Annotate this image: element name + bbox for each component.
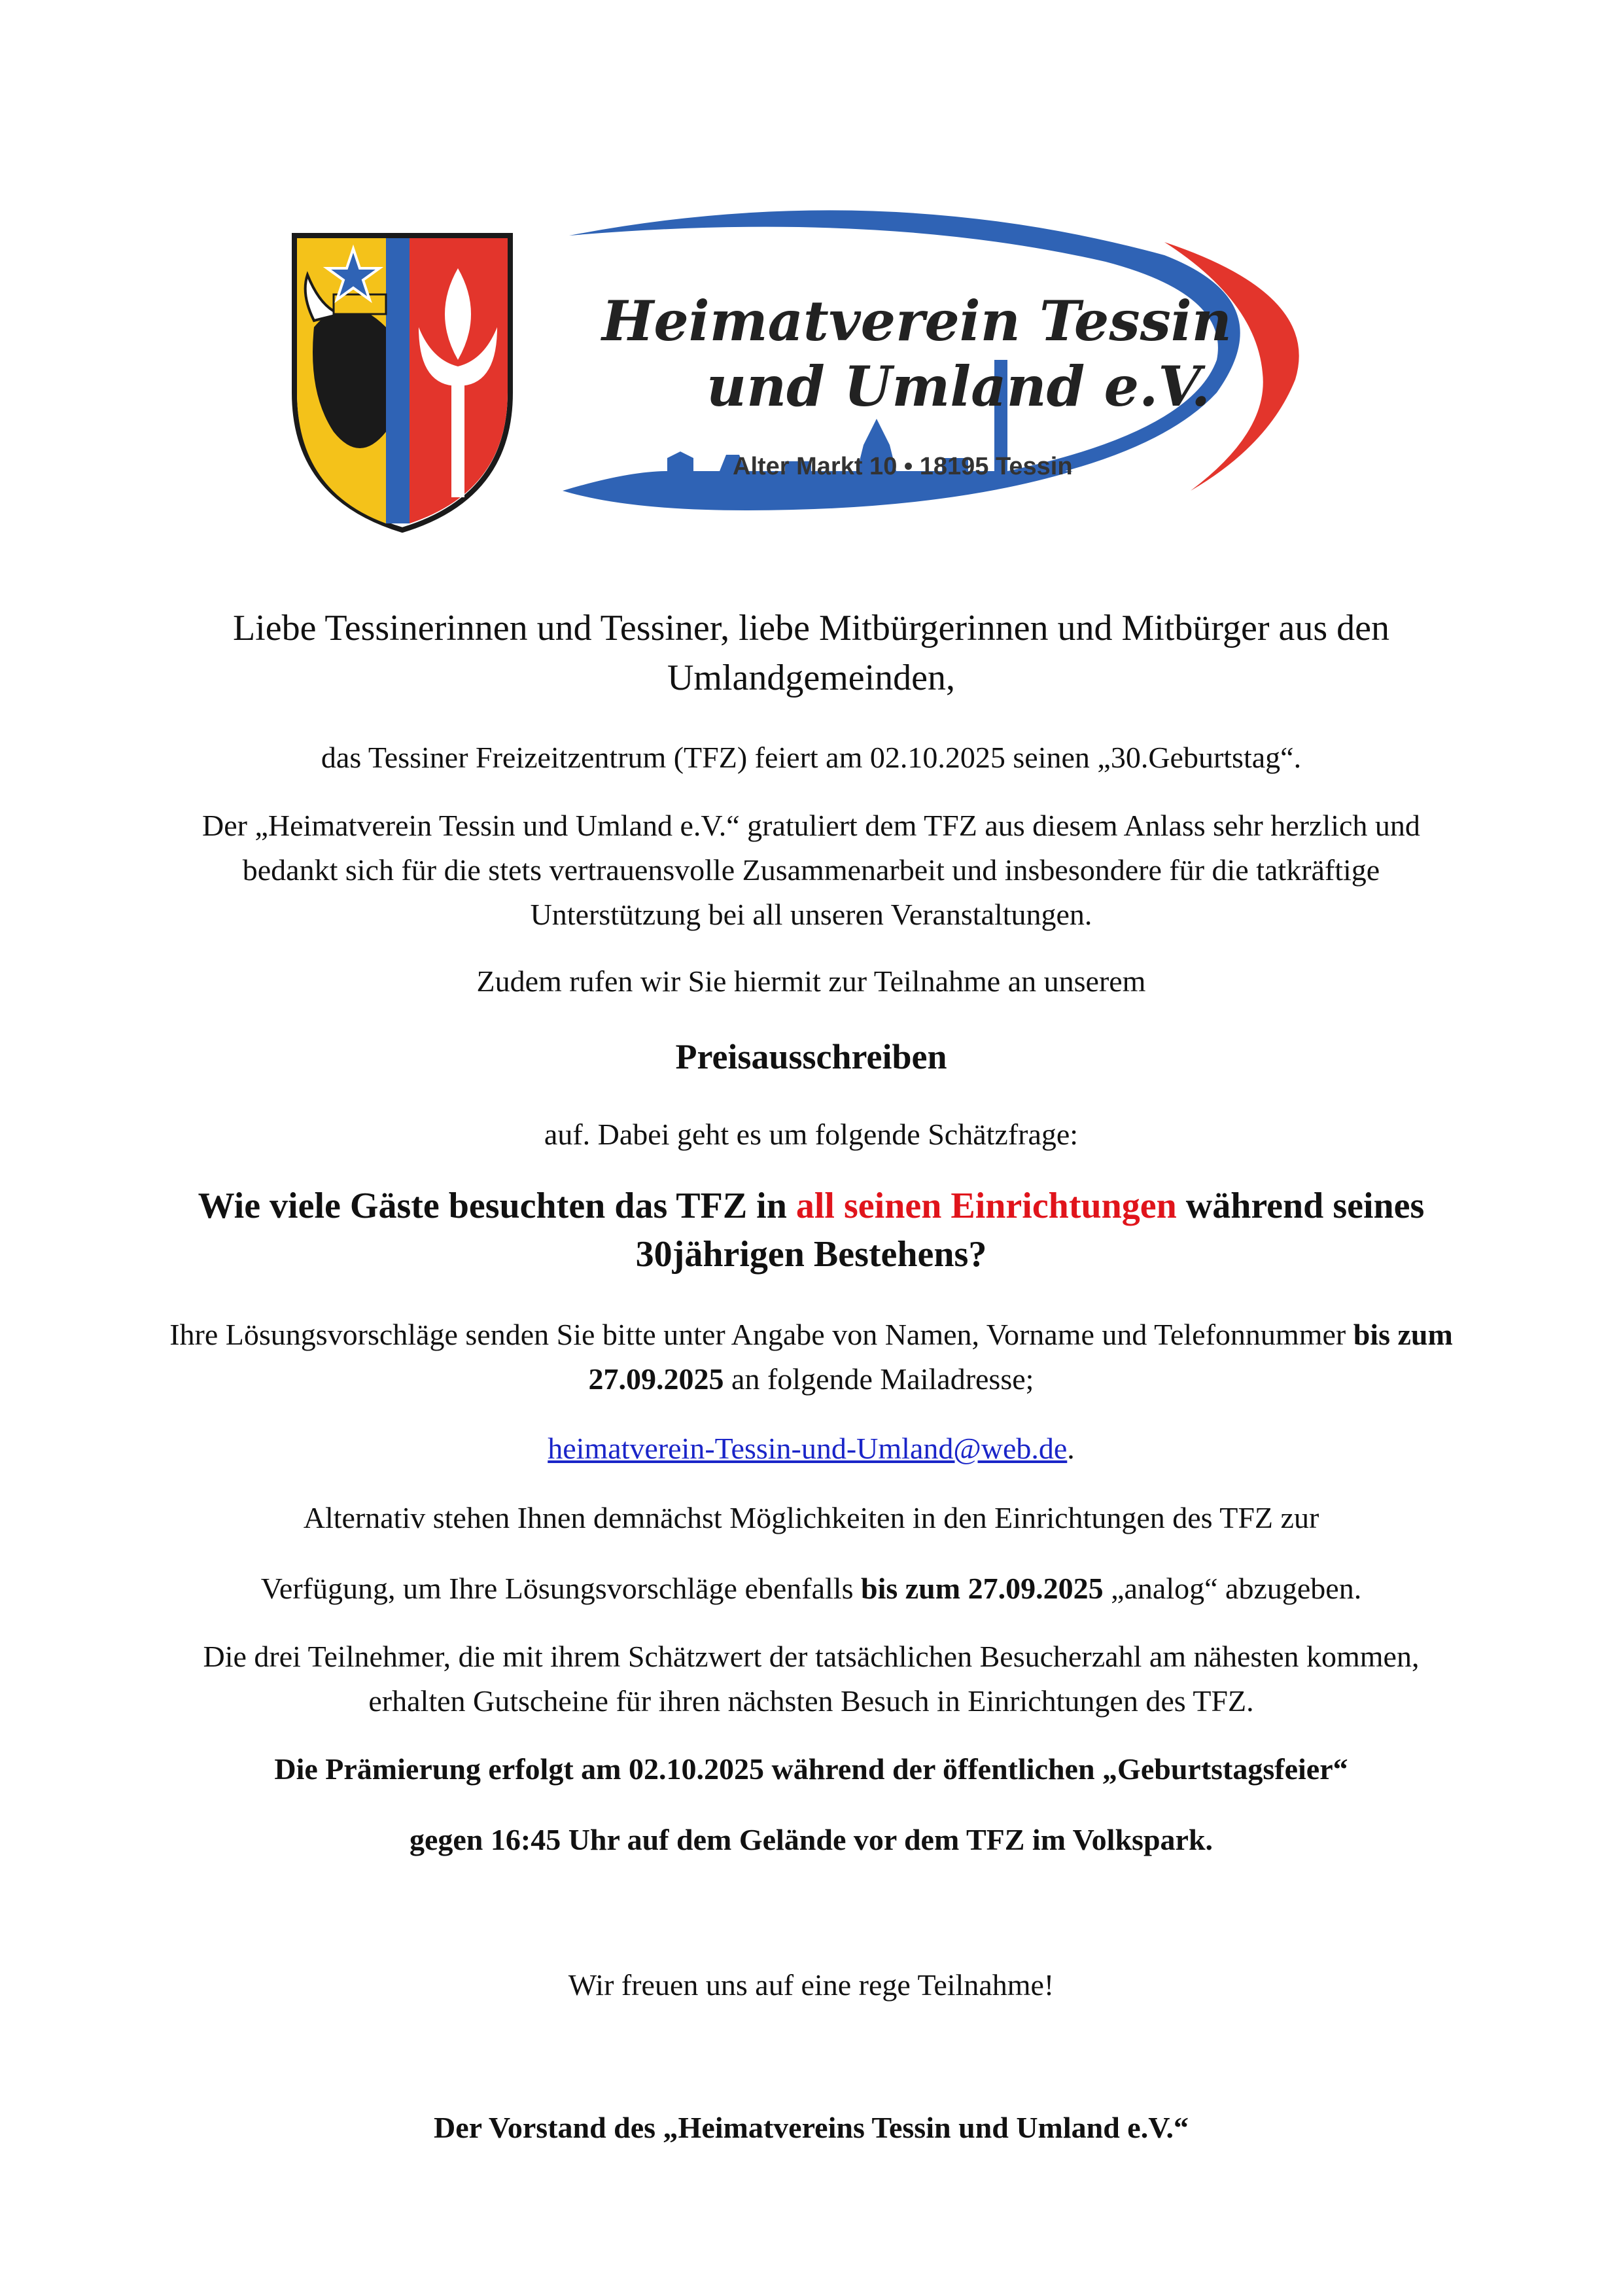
signature: Der Vorstand des „Heimatvereins Tessin und Umland e.V.“ (433, 2111, 1189, 2144)
prize-text: Die drei Teilnehmer, die mit ihrem Schätzwert der tatsächlichen Besucherzahl am nähesten kommen, erhalten Gutscheine für ihren nächsten Besuch in Einrichtungen des TFZ. (203, 1640, 1420, 1718)
closing-text: Wir freuen uns auf eine rege Teilnahme! (568, 1968, 1055, 2002)
logo-address: Alter Markt 10 • 18195 Tessin (733, 453, 1073, 480)
alt-part1: Verfügung, um Ihre Lösungsvorschläge ebenfalls (260, 1572, 861, 1605)
greeting: Liebe Tessinerinnen und Tessiner, liebe Mitbürgerinnen und Mitbürger aus den Umlandgemeinden, (232, 608, 1390, 698)
heading-preisausschreiben: Preisausschreiben (675, 1037, 947, 1076)
coat-of-arms-icon (294, 236, 510, 530)
submit-part1: Ihre Lösungsvorschläge senden Sie bitte unter Angabe von Namen, Vorname und Telefonnummer (169, 1318, 1353, 1351)
email-link[interactable]: heimatverein-Tessin-und-Umland@web.de (548, 1432, 1068, 1465)
question-part2: während seines 30jährigen Bestehens? (635, 1186, 1425, 1275)
submit-part2: an folgende Mailadresse; (724, 1362, 1034, 1396)
award-line2: gegen 16:45 Uhr auf dem Gelände vor dem TFZ im Volkspark. (409, 1823, 1213, 1856)
intro-text: das Tessiner Freizeitzentrum (TFZ) feiert am 02.10.2025 seinen „30.Geburtstag“. (321, 741, 1302, 774)
logo-line2: und Umland e.V. (707, 354, 1211, 419)
alt-line2 (157, 1566, 1465, 1611)
alt-deadline: bis zum 27.09.2025 (860, 1572, 1104, 1605)
sub-text: auf. Dabei geht es um folgende Schätzfrage: (544, 1118, 1079, 1151)
thanks-text: Der „Heimatverein Tessin und Umland e.V.“ gratuliert dem TFZ aus diesem Anlass sehr herzlich und bedankt sich für die stets vertrauensvolle Zusammenarbeit und insbesondere für die tatkräftige Unterstützung bei all unseren Veranstaltungen. (202, 809, 1420, 931)
alt-part2: „analog“ abzugeben. (1103, 1572, 1362, 1605)
call-text: Zudem rufen wir Sie hiermit zur Teilnahme an unserem (476, 964, 1146, 998)
email-suffix: . (1067, 1432, 1075, 1465)
email-line (157, 1426, 1465, 1471)
alt-line1: Alternativ stehen Ihnen demnächst Möglichkeiten in den Einrichtungen des TFZ zur (303, 1501, 1319, 1534)
logo (288, 196, 1321, 550)
award-line1: Die Prämierung erfolgt am 02.10.2025 während der öffentlichen „Geburtstagsfeier“ (274, 1752, 1348, 1786)
logo-line1: Heimatverein Tessin (602, 289, 1232, 353)
submit-text (157, 1313, 1465, 1402)
question-part1: Wie viele Gäste besuchten das TFZ in (198, 1186, 796, 1226)
question-highlight: all seinen Einrichtungen (795, 1186, 1177, 1226)
question (157, 1182, 1465, 1279)
submit-deadline: bis zum 27.09.2025 (588, 1318, 1453, 1396)
